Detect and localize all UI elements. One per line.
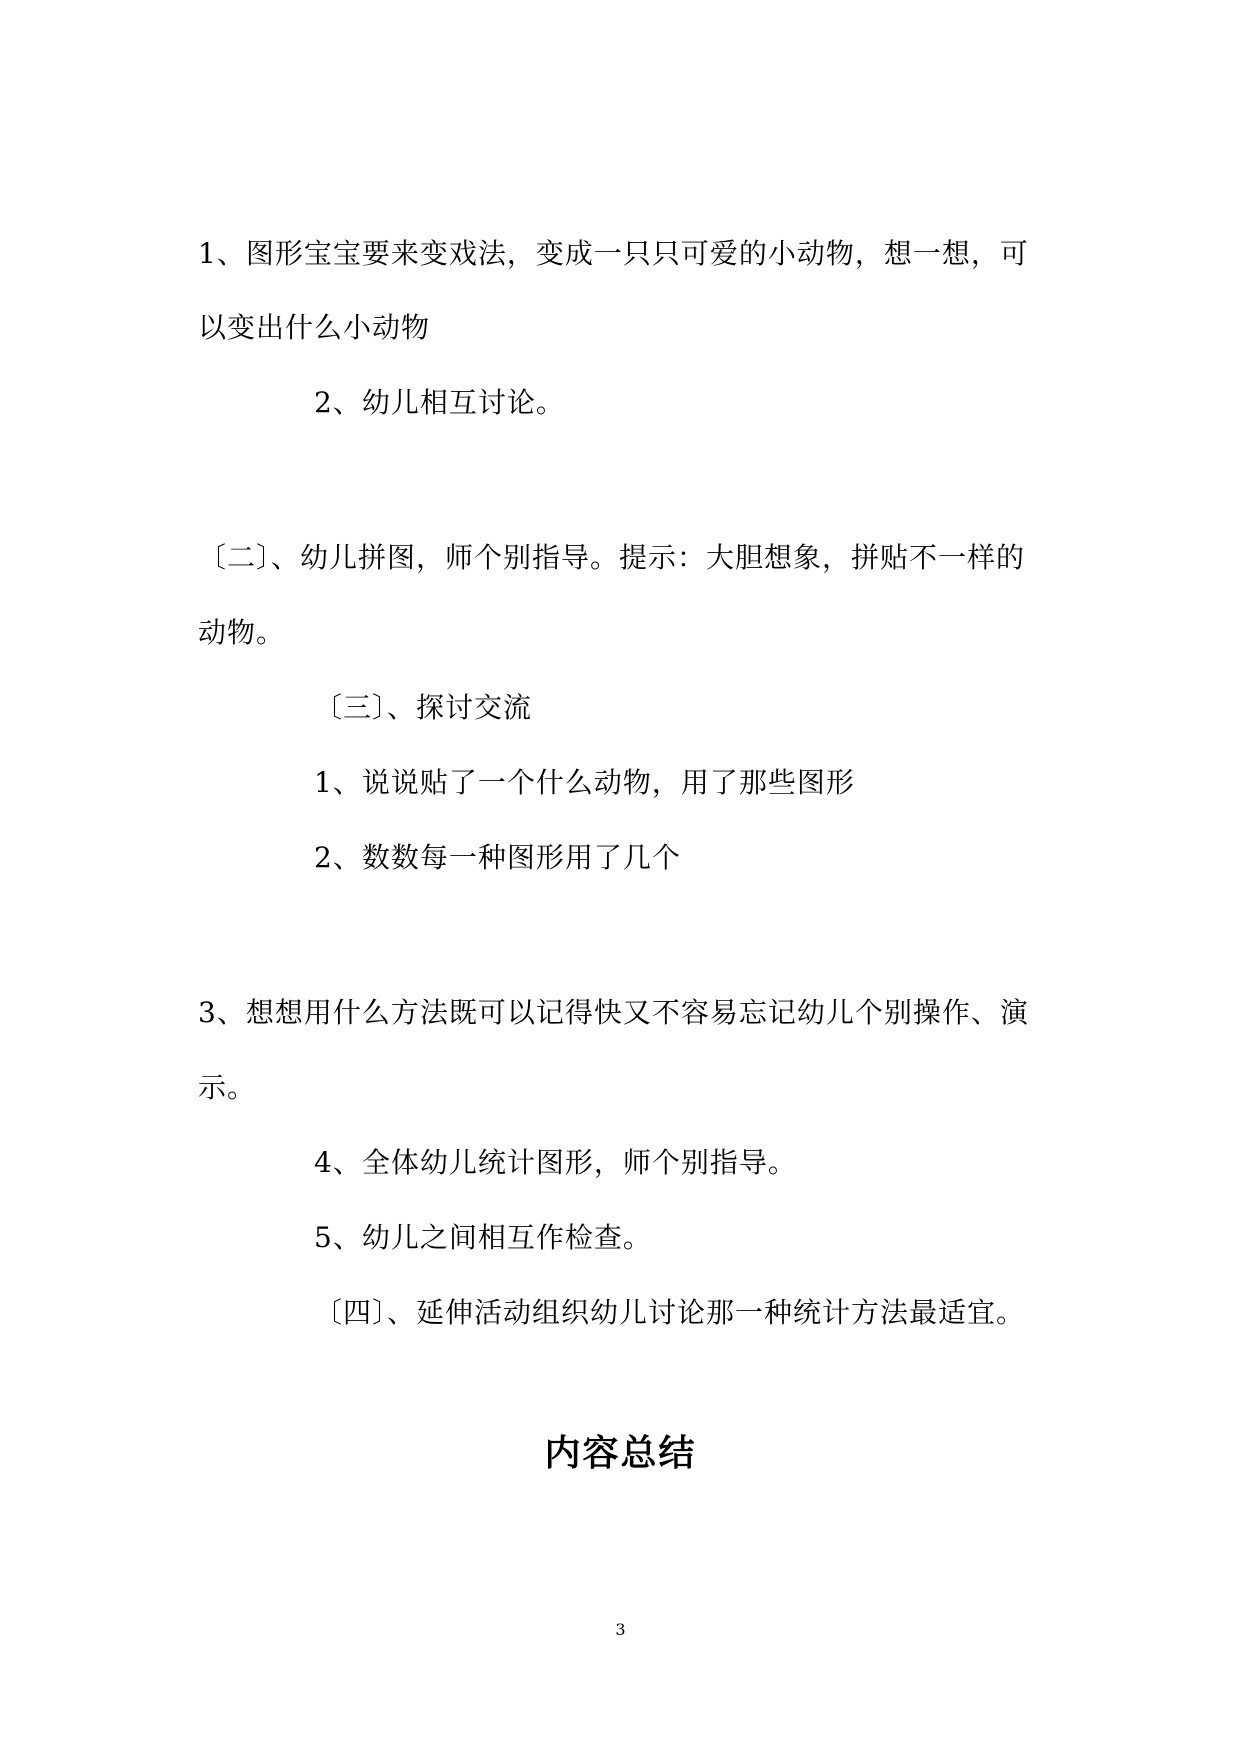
- paragraph-line-10: 示。: [198, 1071, 257, 1104]
- paragraph-line-3: 2、幼儿相互讨论。: [314, 386, 565, 419]
- section-heading-four: 〔四〕、延伸活动组织幼儿讨论那一种统计方法最适宜。: [314, 1296, 1026, 1329]
- paragraph-line-1: 1、图形宝宝要来变戏法，变成一只只可爱的小动物，想一想，可: [198, 237, 1029, 270]
- paragraph-line-5: 动物。: [198, 616, 286, 649]
- summary-heading: 内容总结: [544, 1433, 697, 1474]
- paragraph-line-8: 2、数数每一种图形用了几个: [314, 841, 681, 874]
- paragraph-line-9: 3、想想用什么方法既可以记得快又不容易忘记幼儿个别操作、演: [198, 996, 1029, 1029]
- section-heading-three: 〔三〕、探讨交流: [314, 691, 533, 724]
- paragraph-line-11: 4、全体幼儿统计图形，师个别指导。: [314, 1146, 797, 1179]
- paragraph-line-4: 〔二〕、幼儿拼图，师个别指导。提示：大胆想象，拼贴不一样的: [198, 541, 1026, 574]
- paragraph-line-2: 以变出什么小动物: [198, 311, 431, 344]
- paragraph-line-12: 5、幼儿之间相互作检查。: [314, 1221, 652, 1254]
- paragraph-line-7: 1、说说贴了一个什么动物，用了那些图形: [314, 766, 855, 799]
- page-number: 3: [615, 1620, 626, 1639]
